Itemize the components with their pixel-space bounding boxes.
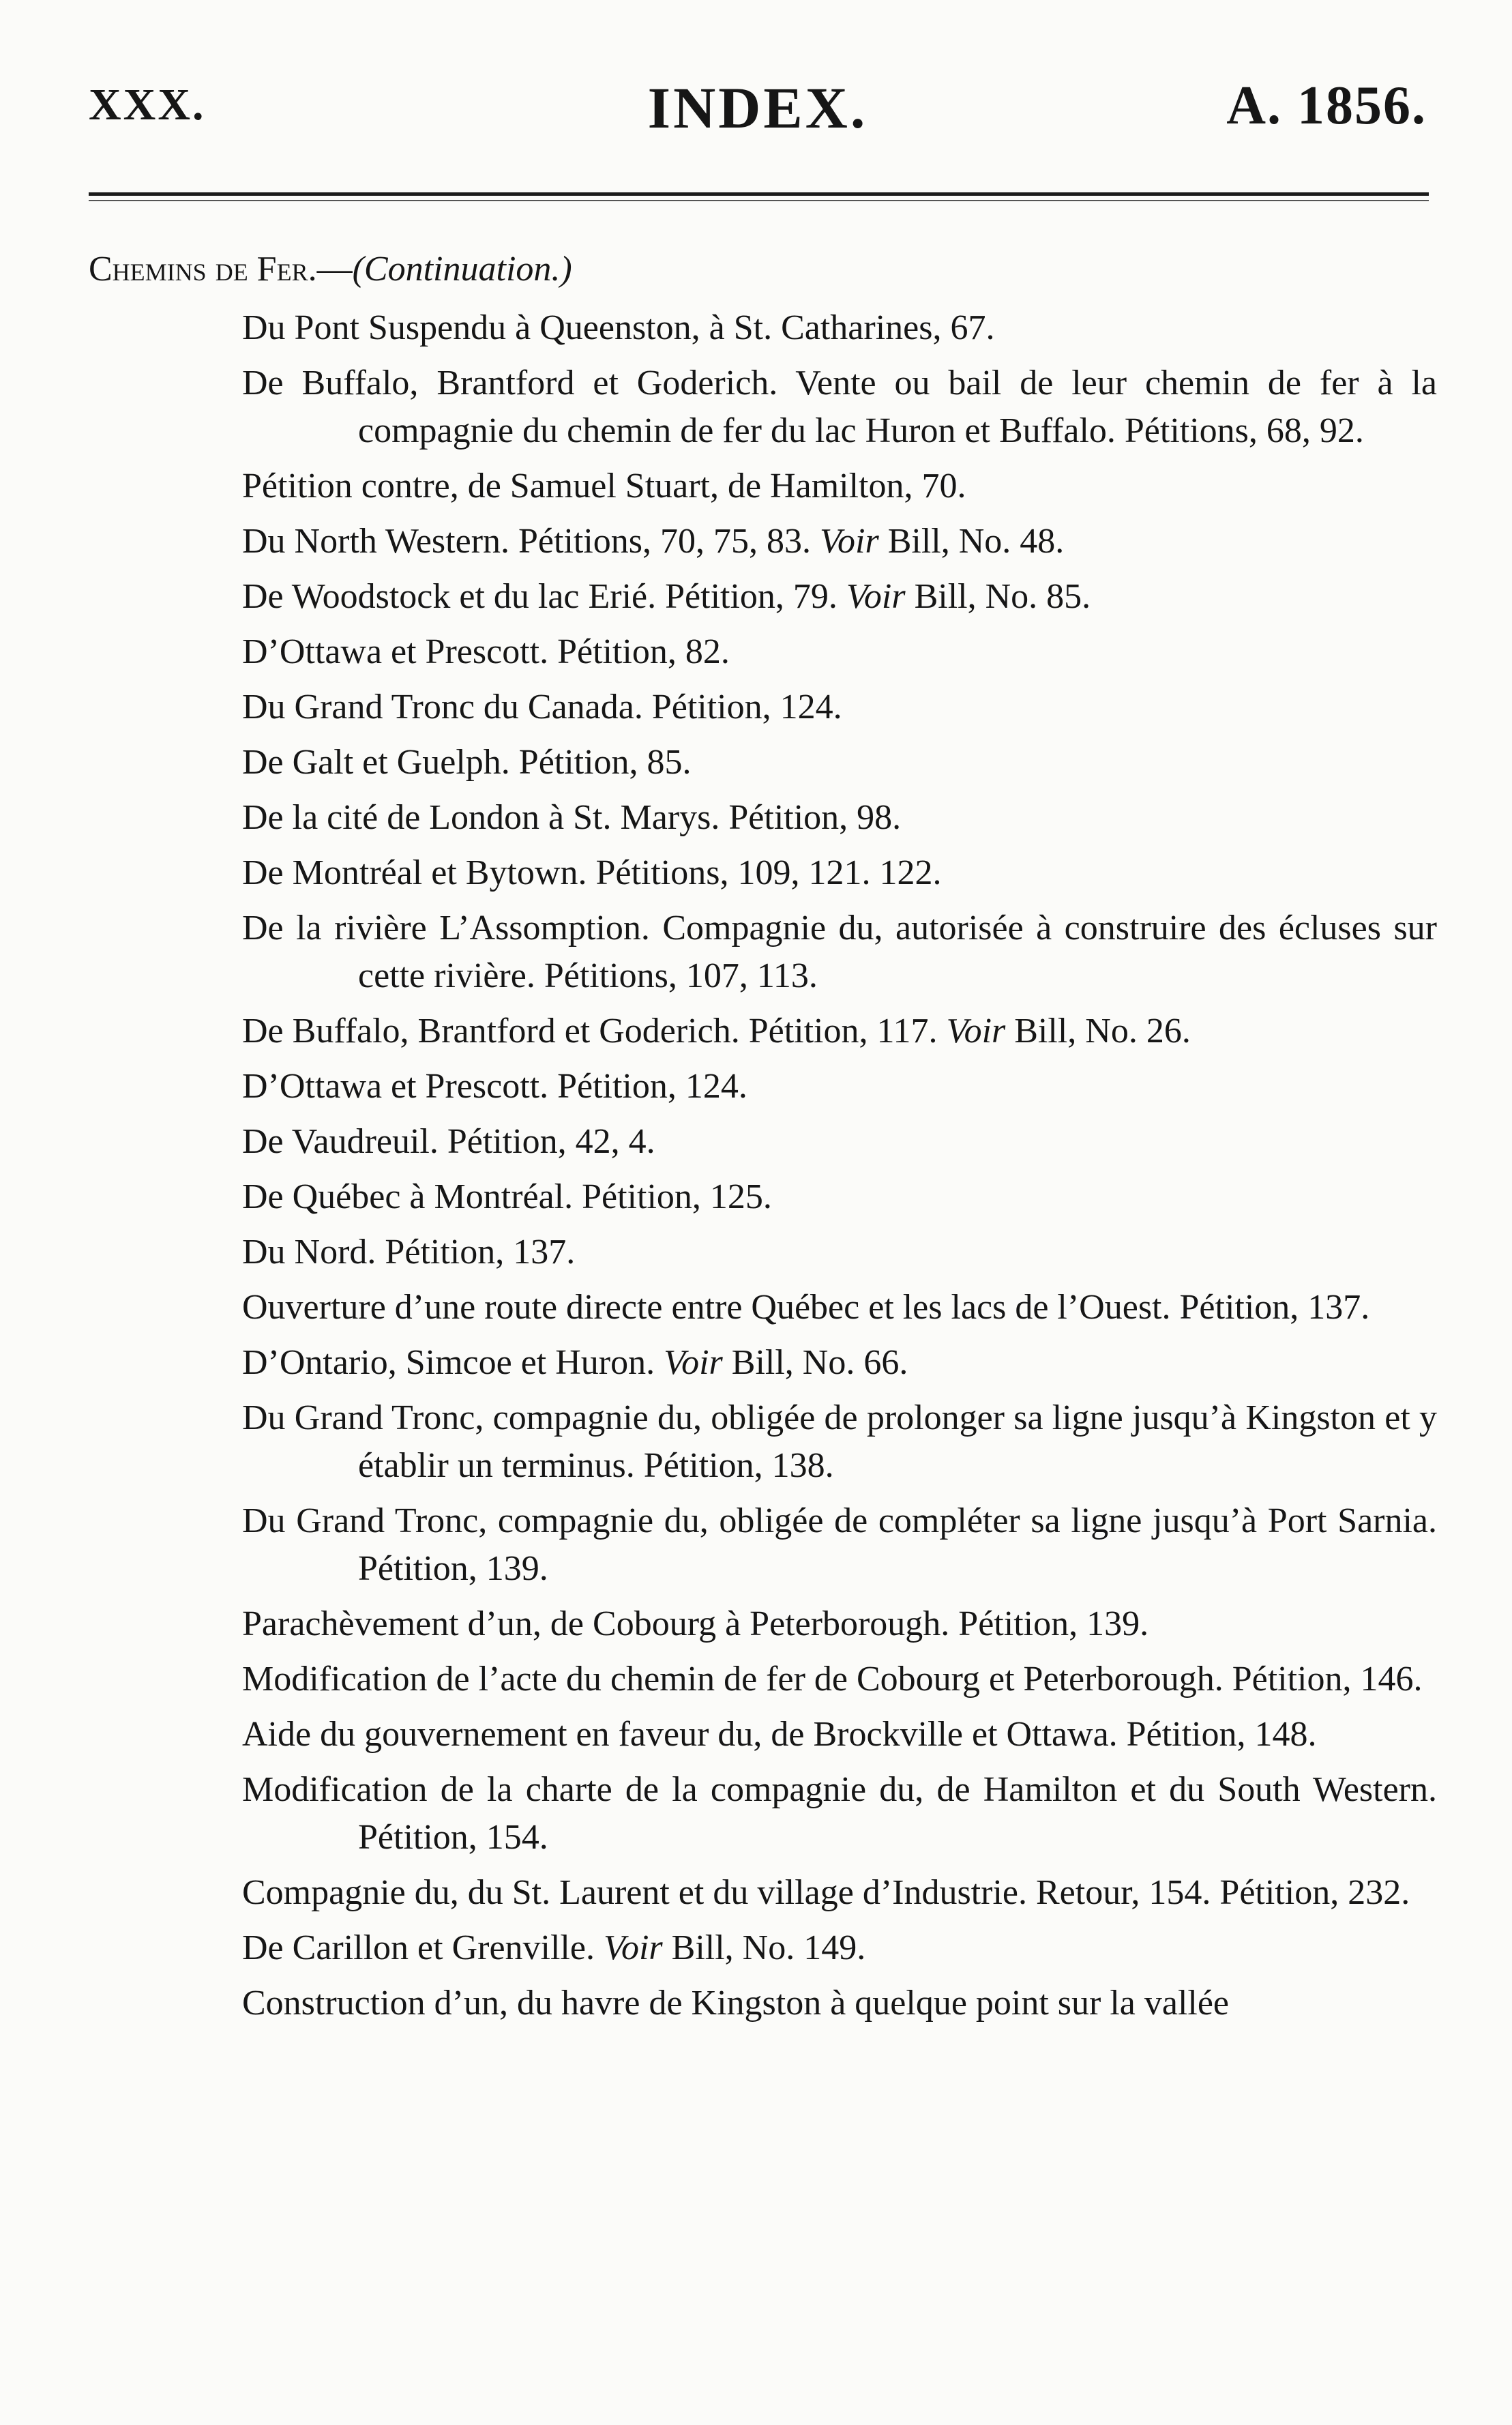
entry-text: De Buffalo, Brantford et Goderich. Pétition, 117. — [242, 1012, 938, 1050]
entry-text: Du Nord. Pétition, 137. — [242, 1233, 576, 1272]
index-entry — [242, 573, 1437, 621]
header-rule-thin — [89, 200, 1429, 201]
entry-text: De Carillon et Grenville. — [242, 1928, 595, 1967]
index-entry — [242, 1284, 1437, 1332]
entry-text: D’Ontario, Simcoe et Huron. — [242, 1343, 655, 1382]
entry-text: Compagnie du, du St. Laurent et du village d’Industrie. Retour, 154. Pétition, 232. — [242, 1873, 1410, 1912]
section-continuation: (Continuation.) — [352, 250, 572, 289]
entry-reference: Bill, No. 149. — [662, 1928, 866, 1967]
section-title: Chemins de Fer. — [89, 250, 317, 289]
entry-text: Construction d’un, du havre de Kingston à quelque point sur la vallée — [242, 1984, 1230, 2023]
entry-text: Aide du gouvernement en faveur du, de Brockville et Ottawa. Pétition, 148. — [242, 1715, 1317, 1754]
index-entry — [242, 684, 1437, 731]
section-heading: Chemins de Fer.—(Continuation.) — [89, 250, 572, 289]
index-entry — [242, 1711, 1437, 1759]
index-entry — [242, 905, 1437, 1000]
index-entry — [242, 518, 1437, 565]
entry-text: Du Pont Suspendu à Queenston, à St. Catharines, 67. — [242, 308, 995, 347]
entry-text: De Galt et Guelph. Pétition, 85. — [242, 743, 692, 782]
entry-text: De la rivière L’Assomption. Compagnie du, autorisée à construire des écluses sur cette rivière. Pétitions, 107, 113. — [242, 909, 1437, 995]
index-entry — [242, 1118, 1437, 1166]
index-entry — [242, 1980, 1437, 2027]
page-number: XXX. — [89, 80, 206, 130]
entry-text: Modification de la charte de la compagnie du, de Hamilton et du South Western. Pétition, 154. — [242, 1770, 1437, 1857]
entry-voir: Voir — [946, 1012, 1006, 1050]
index-entry — [242, 1394, 1437, 1490]
index-entry — [242, 1063, 1437, 1111]
entry-text: D’Ottawa et Prescott. Pétition, 82. — [242, 632, 730, 671]
entry-text: Pétition contre, de Samuel Stuart, de Hamilton, 70. — [242, 467, 966, 505]
index-entry — [242, 1497, 1437, 1593]
index-entry — [242, 1600, 1437, 1648]
entry-reference: Bill, No. 48. — [878, 522, 1065, 561]
page-title: INDEX. — [647, 75, 868, 141]
entry-reference: Bill, No. 66. — [722, 1343, 908, 1382]
entry-text: De Woodstock et du lac Erié. Pétition, 79. — [242, 577, 837, 616]
entry-text: De la cité de London à St. Marys. Pétition, 98. — [242, 798, 902, 837]
index-entry — [242, 1229, 1437, 1276]
entry-voir: Voir — [664, 1343, 723, 1382]
entry-reference: Bill, No. 26. — [1005, 1012, 1191, 1050]
index-entry — [242, 849, 1437, 897]
entry-voir: Voir — [603, 1928, 663, 1967]
entry-reference: Bill, No. 85. — [905, 577, 1091, 616]
index-entry — [242, 794, 1437, 842]
index-entry — [242, 1339, 1437, 1387]
entry-text: D’Ottawa et Prescott. Pétition, 124. — [242, 1067, 747, 1106]
entry-text: Du Grand Tronc, compagnie du, obligée de prolonger sa ligne jusqu’à Kingston et y établir un terminus. Pétition, 138. — [242, 1398, 1437, 1485]
header-rule — [89, 192, 1429, 196]
page-header — [89, 74, 1427, 156]
index-entry — [242, 1656, 1437, 1703]
entry-text: Ouverture d’une route directe entre Québec et les lacs de l’Ouest. Pétition, 137. — [242, 1288, 1370, 1327]
index-entry — [242, 304, 1437, 352]
entry-text: De Vaudreuil. Pétition, 42, 4. — [242, 1122, 655, 1161]
entry-voir: Voir — [820, 522, 879, 561]
index-entry — [242, 1924, 1437, 1972]
index-entry — [242, 359, 1437, 455]
header-year: A. 1856. — [1226, 76, 1427, 136]
index-entry — [242, 739, 1437, 787]
index-entry — [242, 628, 1437, 676]
index-entry — [242, 462, 1437, 510]
index-entry — [242, 1173, 1437, 1221]
entry-text: De Montréal et Bytown. Pétitions, 109, 121. 122. — [242, 853, 942, 892]
entry-text: Du North Western. Pétitions, 70, 75, 83. — [242, 522, 812, 561]
index-entry — [242, 1766, 1437, 1862]
entry-text: Modification de l’acte du chemin de fer de Cobourg et Peterborough. Pétition, 146. — [242, 1660, 1423, 1699]
index-entry — [242, 1008, 1437, 1055]
entry-text: Du Grand Tronc du Canada. Pétition, 124. — [242, 688, 842, 726]
index-content — [89, 246, 1437, 2035]
entry-text: De Buffalo, Brantford et Goderich. Vente ou bail de leur chemin de fer à la compagnie du chemin de fer du lac Huron et Buffalo. Pétitions, 68, 92. — [242, 364, 1437, 450]
entry-text: De Québec à Montréal. Pétition, 125. — [242, 1177, 772, 1216]
entry-text: Du Grand Tronc, compagnie du, obligée de compléter sa ligne jusqu’à Port Sarnia. Pétition, 139. — [242, 1501, 1437, 1588]
entry-voir: Voir — [846, 577, 906, 616]
entry-text: Parachèvement d’un, de Cobourg à Peterborough. Pétition, 139. — [242, 1604, 1149, 1643]
index-entries — [89, 304, 1437, 2027]
index-entry — [242, 1869, 1437, 1917]
